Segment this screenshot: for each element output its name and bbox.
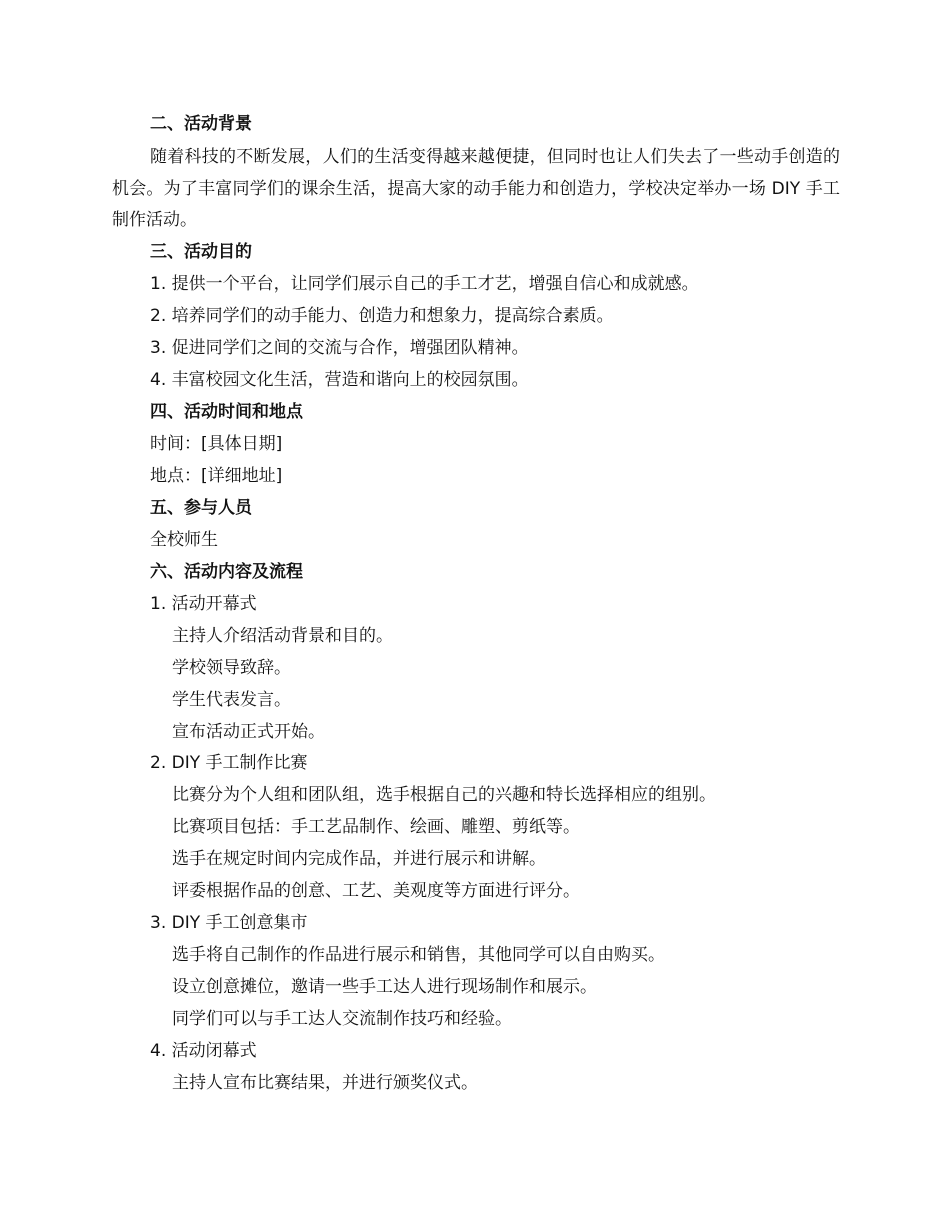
step-title: 2. DIY 手工制作比赛 <box>150 753 308 773</box>
purpose-item: 1. 提供一个平台，让同学们展示自己的手工才艺，增强自信心和成就感。 <box>150 274 699 294</box>
participants-text: 全校师生 <box>150 530 218 550</box>
step-item: 学校领导致辞。 <box>172 658 291 678</box>
step-title: 4. 活动闭幕式 <box>150 1041 257 1061</box>
step-title: 3. DIY 手工创意集市 <box>150 913 308 933</box>
step-item: 选手将自己制作的作品进行展示和销售，其他同学可以自由购买。 <box>172 945 665 965</box>
section-heading-purpose: 三、活动目的 <box>150 242 252 262</box>
step-item: 宣布活动正式开始。 <box>172 722 325 742</box>
section-heading-participants: 五、参与人员 <box>150 498 252 518</box>
event-time: 时间：[具体日期] <box>150 434 283 454</box>
section-heading-time-place: 四、活动时间和地点 <box>150 402 303 422</box>
step-item: 比赛项目包括：手工艺品制作、绘画、雕塑、剪纸等。 <box>172 817 580 837</box>
step-item: 评委根据作品的创意、工艺、美观度等方面进行评分。 <box>172 881 580 901</box>
step-item: 同学们可以与手工达人交流制作技巧和经验。 <box>172 1009 512 1029</box>
step-item: 主持人介绍活动背景和目的。 <box>172 626 393 646</box>
event-place: 地点：[详细地址] <box>150 466 283 486</box>
purpose-item: 4. 丰富校园文化生活，营造和谐向上的校园氛围。 <box>150 370 529 390</box>
step-title: 1. 活动开幕式 <box>150 594 257 614</box>
background-paragraph: 随着科技的不断发展，人们的生活变得越来越便捷，但同时也让人们失去了一些动手创造的机会。为了丰富同学们的课余生活，提高大家的动手能力和创造力，学校决定举办一场 DIY 手工制作活动。 <box>112 147 840 230</box>
purpose-item: 2. 培养同学们的动手能力、创造力和想象力，提高综合素质。 <box>150 306 614 326</box>
section-heading-background: 二、活动背景 <box>150 114 252 134</box>
step-item: 主持人宣布比赛结果，并进行颁奖仪式。 <box>172 1073 478 1093</box>
step-item: 学生代表发言。 <box>172 690 291 710</box>
step-item: 选手在规定时间内完成作品，并进行展示和讲解。 <box>172 849 546 869</box>
purpose-item: 3. 促进同学们之间的交流与合作，增强团队精神。 <box>150 338 529 358</box>
section-heading-content: 六、活动内容及流程 <box>150 562 303 582</box>
step-item: 设立创意摊位，邀请一些手工达人进行现场制作和展示。 <box>172 977 597 997</box>
step-item: 比赛分为个人组和团队组，选手根据自己的兴趣和特长选择相应的组别。 <box>172 785 716 805</box>
